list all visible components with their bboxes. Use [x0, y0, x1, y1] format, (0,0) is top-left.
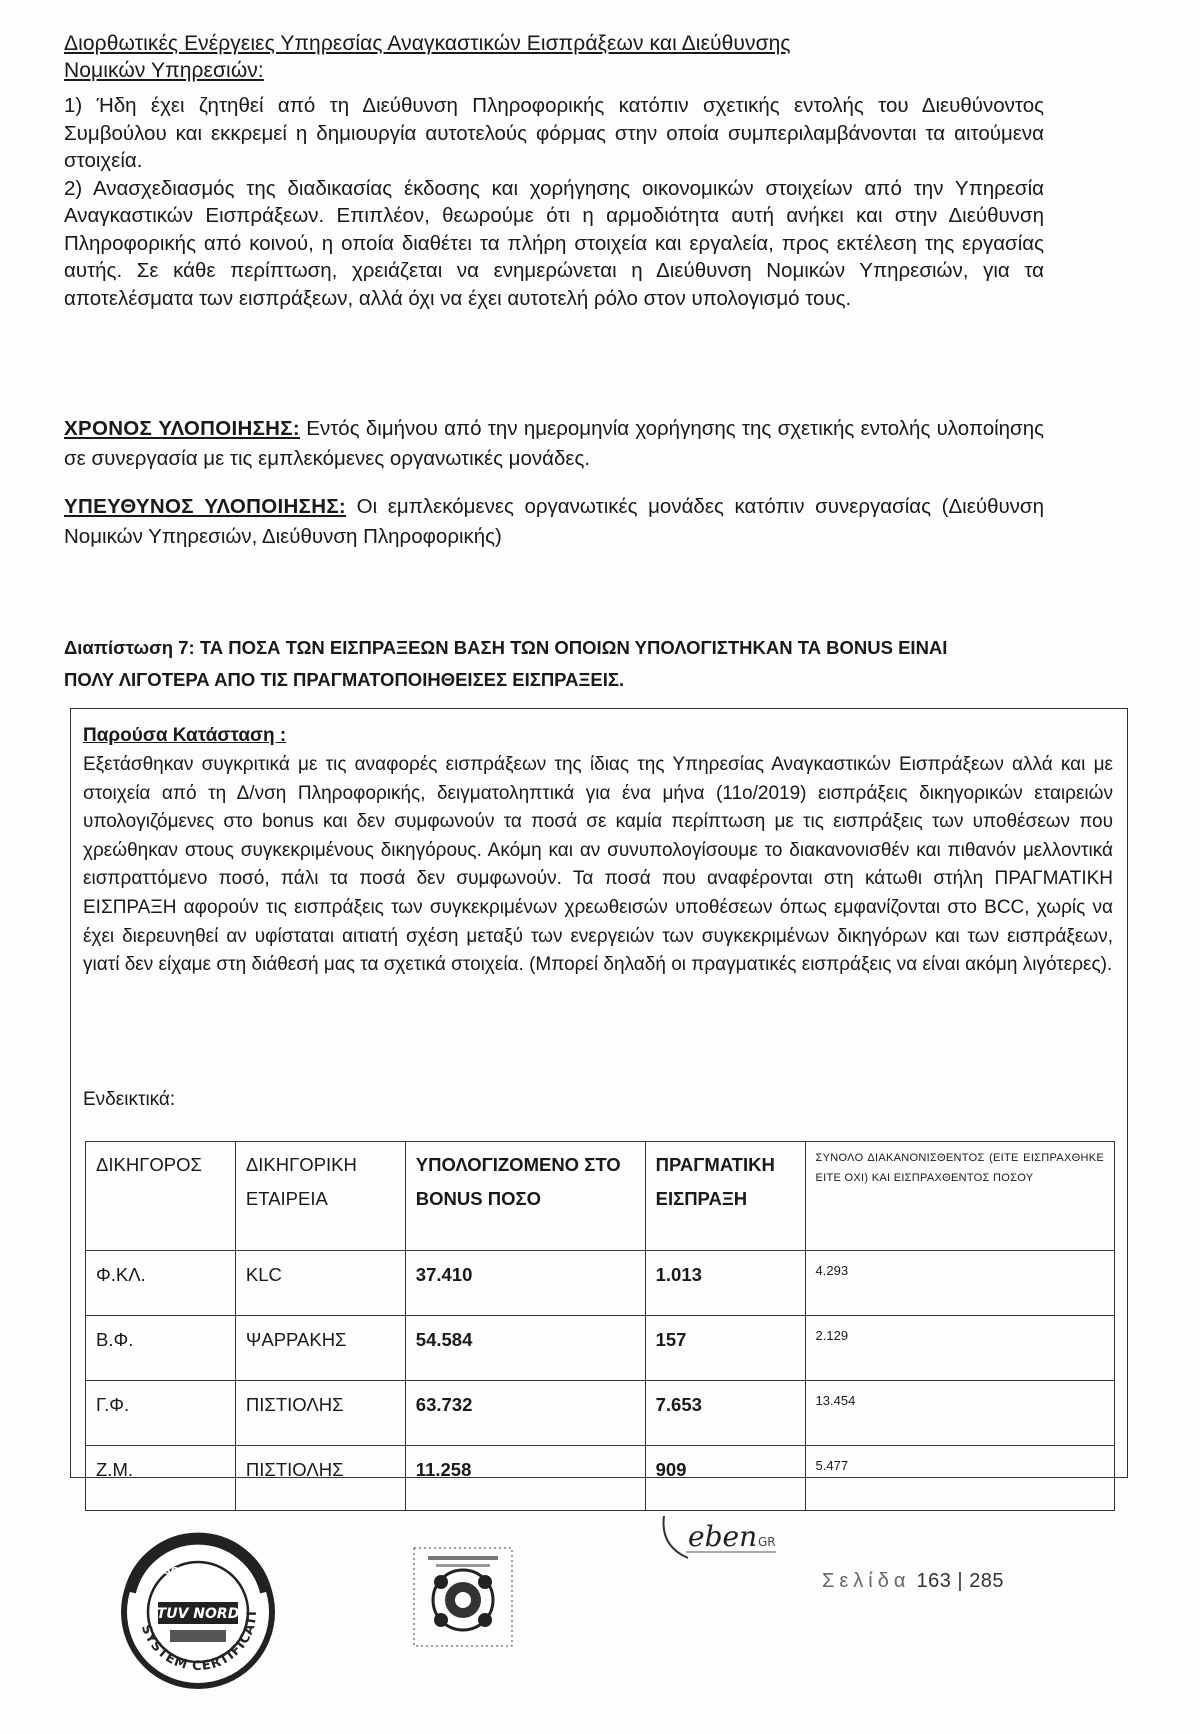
implementation-time-text: Εντός διμήνου από την ημερομηνία χορήγησης της σχετικής εντολής υλοποίησης σε συνεργασία με τις εμπλεκόμενες οργανωτικές μονάδες. — [64, 417, 1044, 470]
current-state-text: Εξετάσθηκαν συγκριτικά με τις αναφορές εισπράξεων της ίδιας της Υπηρεσίας Αναγκαστικών Εισπράξεων αλλά και με στοιχεία από τη Δ/νση Πληροφορικής, δειγματοληπτικά για ένα μήνα (11ο/2019) εισπράξεις δικηγορικών εταιρειών υπολογιζόμενες στο bonus και δεν συμφωνούν τα ποσά σε καμία περίπτωση με τις εισπράξεις των υποθέσεων που χρεώθηκαν στους συγκεκριμένους δικηγόρους. Ακόμη και αν συνυπολογίσουμε το διακανονισθέν και πιθανόν μελλοντικά εισπραττόμενο ποσό, πάλι τα ποσά δεν συμφωνούν. Τα ποσά που αναφέρονται στη κάτωθι στήλη ΠΡΑΓΜΑΤΙΚΗ ΕΙΣΠΡΑΞΗ αφορούν τις εισπράξεις των συγκεκριμένων χρεωθεισών υποθέσεων όπως εμφανίζονται στο BCC, χωρίς να έχει διερευνηθεί αν υφίσταται αιτιατή σχέση μεταξύ των ενεργειών των συγκεκριμένων δικηγόρων και των εισπράξεων, γιατί δεν είχαμε στη διάθεσή μας τα σχετικά στοιχεία. (Μπορεί δηλαδή οι πραγματικές εισπράξεις να είναι ακόμη λιγότερες). — [83, 754, 1113, 976]
cell-firm: KLC — [235, 1251, 405, 1316]
cell-total: 13.454 — [805, 1381, 1114, 1446]
eben-logo-suffix: GR — [758, 1535, 776, 1549]
header-firm: ΔΙΚΗΓΟΡΙΚΗ ΕΤΑΙΡΕΙΑ — [235, 1142, 405, 1251]
finding-line-1: Διαπίστωση 7: ΤΑ ΠΟΣΑ ΤΩΝ ΕΙΣΠΡΑΞΕΩΝ ΒΑΣΗ ΤΩΝ ΟΠΟΙΩΝ ΥΠΟΛΟΓΙΣΤΗΚΑΝ ΤΑ BONUS ΕΙΝΑΙ — [64, 637, 948, 658]
cell-firm: ΠΙΣΤΙΟΛΗΣ — [235, 1446, 405, 1511]
action-item-1: 1) Ήδη έχει ζητηθεί από τη Διεύθυνση Πληροφορικής κατόπιν σχετικής εντολής του Διευθύνοντος Συμβούλου και εκκρεμεί η δημιουργία αυτοτελούς φόρμας στην οποία συμπεριλαμβάνονται τα αιτούμενα στοιχεία. — [64, 94, 1044, 172]
responsible-label: ΥΠΕΥΘΥΝΟΣ ΥΛΟΠΟΙΗΣΗΣ: — [64, 495, 347, 518]
tuv-ring-text: SYSTEM CERTIFICATI — [137, 1610, 261, 1675]
eben-logo — [658, 1506, 798, 1571]
cell-actual: 7.653 — [645, 1381, 805, 1446]
eben-logo-text: eben — [688, 1520, 758, 1553]
collections-table — [85, 1141, 1115, 1511]
action-item-2: 2) Ανασχεδιασμός της διαδικασίας έκδοσης και χορήγησης οικονομικών στοιχείων από την Υπηρεσία Αναγκαστικών Εισπράξεων. Επιπλέον, θεωρούμε ότι η αρμοδιότητα αυτή ανήκει και στην Διεύθυνση Πληροφορικής από κοινού, η οποία διαθέτει τα πλήρη στοιχεία και εργαλεία, προς εκτέλεση της εργασίας αυτής. Σε κάθε περίπτωση, χρειάζεται να ενημερώνεται η Διεύθυνση Νομικών Υπηρεσιών, για τα αποτελέσματα των εισπράξεων, αλλά όχι να έχει αυτοτελή ρόλο στον υπολογισμό τους. — [64, 176, 1044, 310]
table-row — [86, 1446, 1115, 1511]
cell-actual: 157 — [645, 1316, 805, 1381]
cell-bonus-amount: 54.584 — [405, 1316, 645, 1381]
corrective-actions-body — [64, 92, 1044, 312]
implementation-time-label: ΧΡΟΝΟΣ ΥΛΟΠΟΙΗΣΗΣ: — [64, 417, 301, 440]
corrective-actions-title — [64, 30, 964, 84]
tuv-certification-logo — [118, 1532, 278, 1697]
finding-line-2: ΠΟΛΥ ΛΙΓΟΤΕΡΑ ΑΠΟ ΤΙΣ ΠΡΑΓΜΑΤΟΠΟΙΗΘΕΙΣΕΣ ΕΙΣΠΡΑΞΕΙΣ. — [64, 669, 625, 690]
cell-firm: ΨΑΡΡΑΚΗΣ — [235, 1316, 405, 1381]
implementation-time — [64, 414, 1044, 474]
cell-actual: 1.013 — [645, 1251, 805, 1316]
finding-7-heading — [64, 632, 1064, 696]
cell-lawyer: Ζ.Μ. — [86, 1446, 236, 1511]
cell-total: 5.477 — [805, 1446, 1114, 1511]
table-header-row — [86, 1142, 1115, 1251]
cell-bonus-amount: 37.410 — [405, 1251, 645, 1316]
table-row — [86, 1381, 1115, 1446]
header-bonus-amount: ΥΠΟΛΟΓΙΖΟΜΕΝΟ ΣΤΟ BONUS ΠΟΣΟ — [405, 1142, 645, 1251]
cell-bonus-amount: 63.732 — [405, 1381, 645, 1446]
tuv-iso-text: ISO 9001 — [160, 1566, 211, 1577]
table-row — [86, 1316, 1115, 1381]
page-separator: | — [957, 1570, 964, 1592]
cell-total: 2.129 — [805, 1316, 1114, 1381]
title-line-2: Νομικών Υπηρεσιών: — [64, 59, 264, 82]
tuv-logo-text: TUV NORD — [156, 1606, 240, 1622]
header-total-settled: ΣΥΝΟΛΟ ΔΙΑΚΑΝΟΝΙΣΘΕΝΤΟΣ (ΕΙΤΕ ΕΙΣΠΡΑΧΘΗΚΕ ΕΙΤΕ ΟΧΙ) ΚΑΙ ΕΙΣΠΡΑΧΘΕΝΤΟΣ ΠΟΣΟΥ — [805, 1142, 1114, 1251]
cell-bonus-amount: 11.258 — [405, 1446, 645, 1511]
current-state-heading: Παρούσα Κατάσταση : — [83, 725, 287, 746]
header-actual-collection: ΠΡΑΓΜΑΤΙΚΗ ΕΙΣΠΡΑΞΗ — [645, 1142, 805, 1251]
page-number — [822, 1570, 1004, 1593]
cell-firm: ΠΙΣΤΙΟΛΗΣ — [235, 1381, 405, 1446]
cell-total: 4.293 — [805, 1251, 1114, 1316]
responsible-text: Οι εμπλεκόμενες οργανωτικές μονάδες κατόπιν συνεργασίας (Διεύθυνση Νομικών Υπηρεσιών, Διεύθυνση Πληροφορικής) — [64, 495, 1044, 548]
title-line-1: Διορθωτικές Ενέργειες Υπηρεσίας Αναγκαστικών Εισπράξεων και Διεύθυνσης — [64, 32, 791, 55]
header-lawyer: ΔΙΚΗΓΟΡΟΣ — [86, 1142, 236, 1251]
cell-actual: 909 — [645, 1446, 805, 1511]
table-row — [86, 1251, 1115, 1316]
current-state-box — [70, 708, 1128, 1478]
implementation-responsible — [64, 492, 1044, 552]
page-word: Σελίδα — [822, 1570, 911, 1592]
page-total: 285 — [969, 1570, 1005, 1592]
cell-lawyer: Γ.Φ. — [86, 1381, 236, 1446]
cell-lawyer: Β.Φ. — [86, 1316, 236, 1381]
cell-lawyer: Φ.ΚΛ. — [86, 1251, 236, 1316]
organization-seal-icon — [408, 1542, 518, 1657]
indicative-label: Ενδεικτικά: — [83, 1089, 176, 1110]
page-current: 163 — [916, 1570, 952, 1592]
